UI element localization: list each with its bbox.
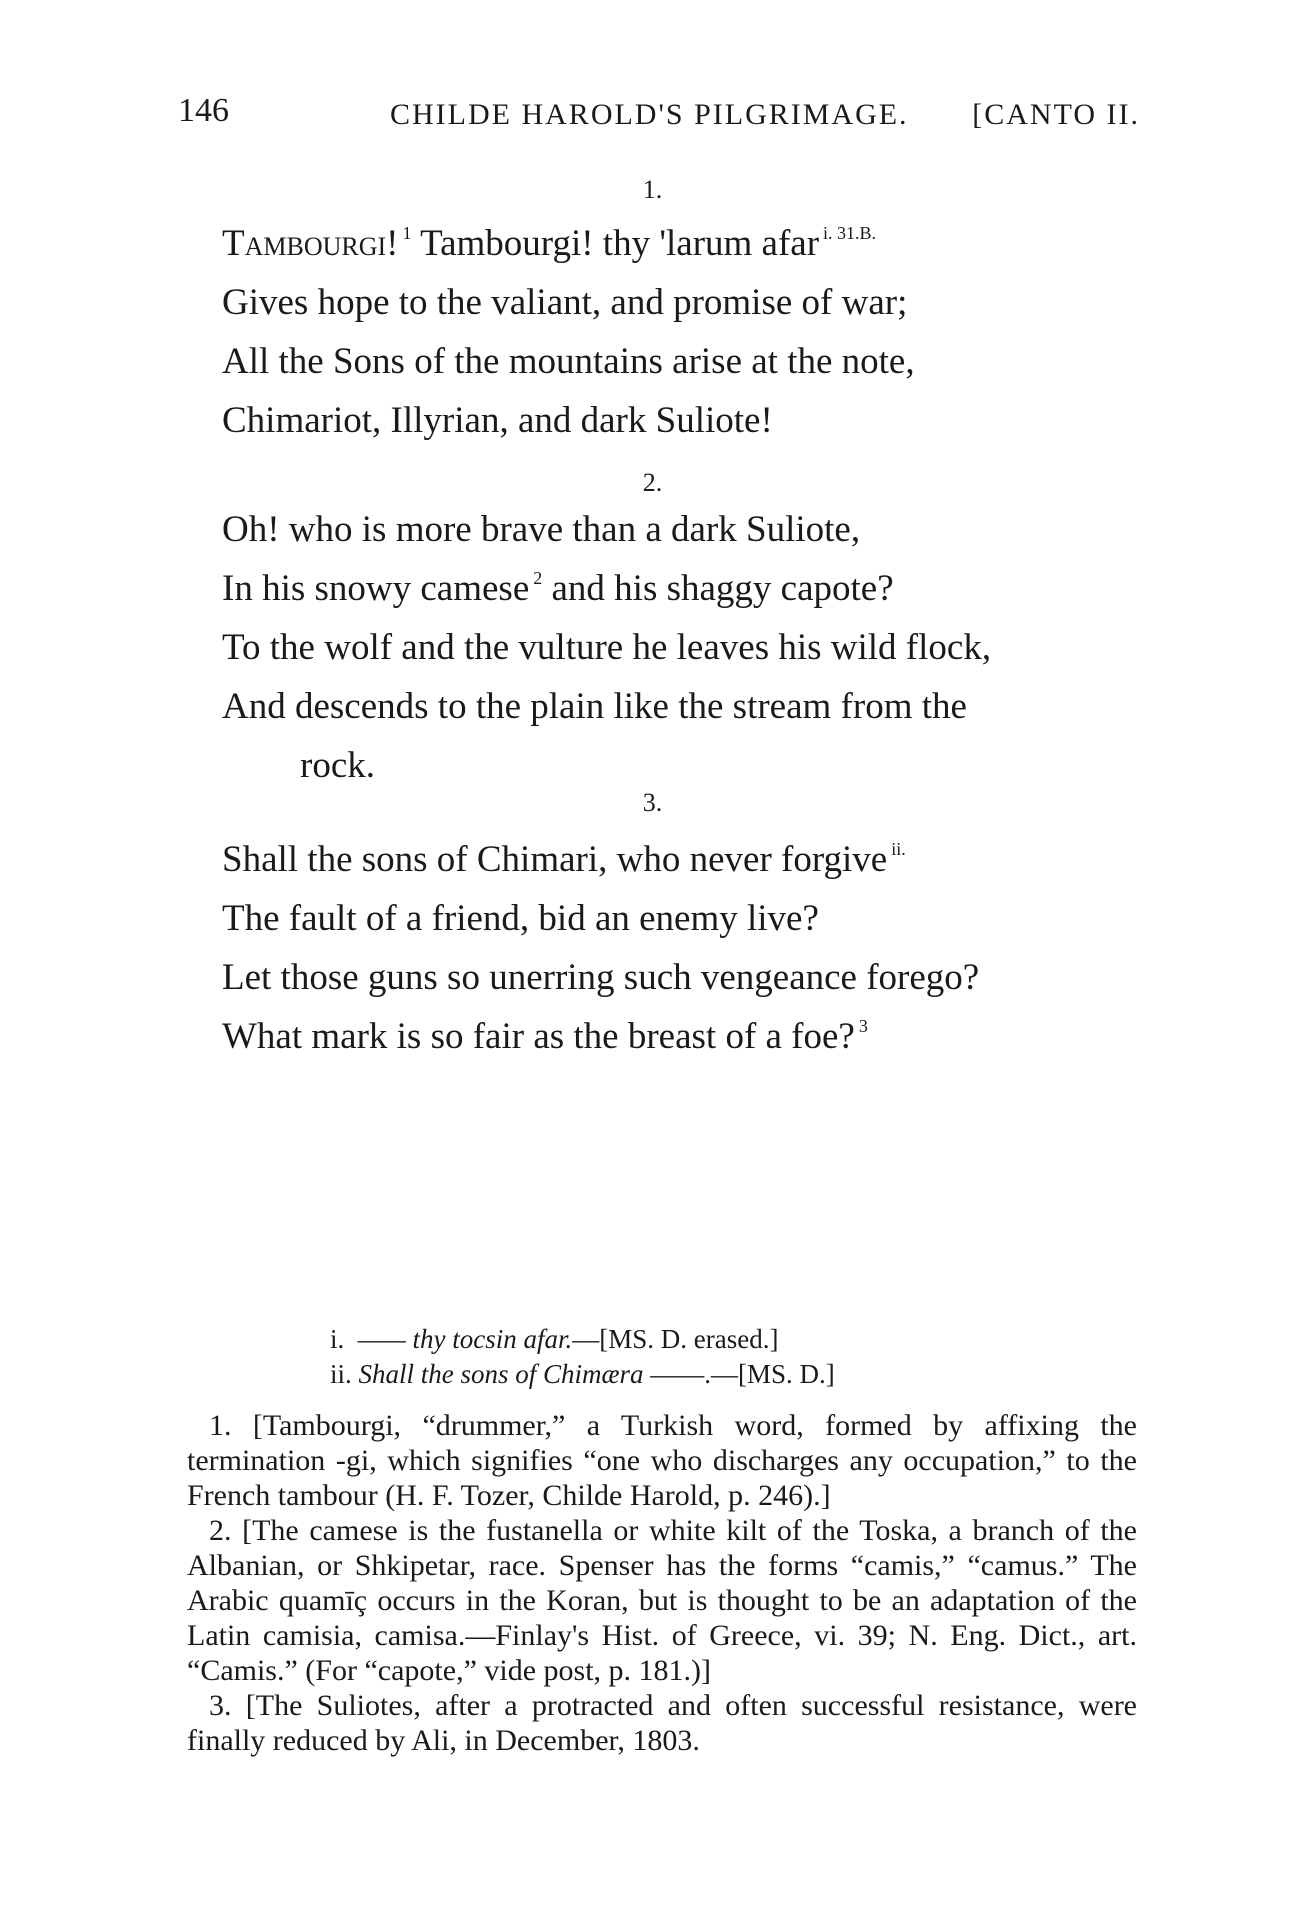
footnote-3: 3. [The Suliotes, after a protracted and often successful resistance, were finally reduced by Ali, in December, 1803. [187,1689,1137,1757]
page-number: 146 [178,92,229,129]
stanza-3 [222,830,979,1066]
variant-ref: i. 31.B. [823,223,877,243]
verse-line: Tambourgi! $^1$ Tambourgi! thy 'larum afar $^{i. 31.B.}$ [222,223,877,264]
running-header [178,92,1140,142]
verse-line: Gives hope to the valiant, and promise of war; [222,282,908,323]
verse-line: In his snowy camese $^2$ and his shaggy capote? [222,568,894,609]
stanza-number: 3. [642,788,663,817]
variant-readings [330,1322,835,1392]
verse-line: Chimariot, Illyrian, and dark Suliote! [222,400,773,441]
variant-ref: ii. [891,839,906,859]
running-title: CHILDE HAROLD'S PILGRIMAGE. [390,98,909,131]
variant-line: ii. Shall the sons of Chimæra ——.—[MS. D.] [330,1359,835,1389]
verse-line: Oh! who is more brave than a dark Suliote, [222,509,861,550]
variant-line: i. —— thy tocsin afar.—[MS. D. erased.] [330,1324,779,1354]
footnote-2: 2. [The camese is the fustanella or white kilt of the Toska, a branch of the Albanian, or Shkipetar, race. Spenser has the forms “camis,” “camus.” The Arabic quamīç occurs in the Koran, but is thought to be an adaptation of the Latin camisia, camisa.—Finlay's Hist. of Greece, vi. 39; N. Eng. Dict., art. “Camis.” (For “capote,” vide post, p. 181.)] [187,1514,1137,1687]
footnote-1: 1. [Tambourgi, “drummer,” a Turkish word, formed by affixing the termination -gi, which signifies “one who discharges any occupation,” to the French tambour (H. F. Tozer, Childe Harold, p. 246).] [187,1409,1137,1512]
footnote-ref: 2 [533,568,543,588]
verse-line: Shall the sons of Chimari, who never forgive $^{ii.}$ [222,839,906,880]
verse-line: What mark is so fair as the breast of a foe? $^3$ [222,1016,868,1057]
verse-line-continuation: rock. [300,745,375,786]
stanza-2 [222,500,991,795]
footnote-ref: 3 [858,1016,868,1036]
canto-label: [CANTO II. [972,98,1140,131]
verse-line: To the wolf and the vulture he leaves his wild flock, [222,627,992,668]
verse-line: The fault of a friend, bid an enemy live? [222,898,819,939]
stanza-number: 2. [642,468,663,497]
stanza-1 [222,214,915,450]
verse-line: All the Sons of the mountains arise at the note, [222,341,915,382]
stanza-number: 1. [642,175,663,204]
footnotes [187,1408,1137,1758]
footnote-ref: 1 [402,223,412,243]
verse-line: And descends to the plain like the stream from the [222,686,967,727]
verse-line: Let those guns so unerring such vengeance forego? [222,957,980,998]
